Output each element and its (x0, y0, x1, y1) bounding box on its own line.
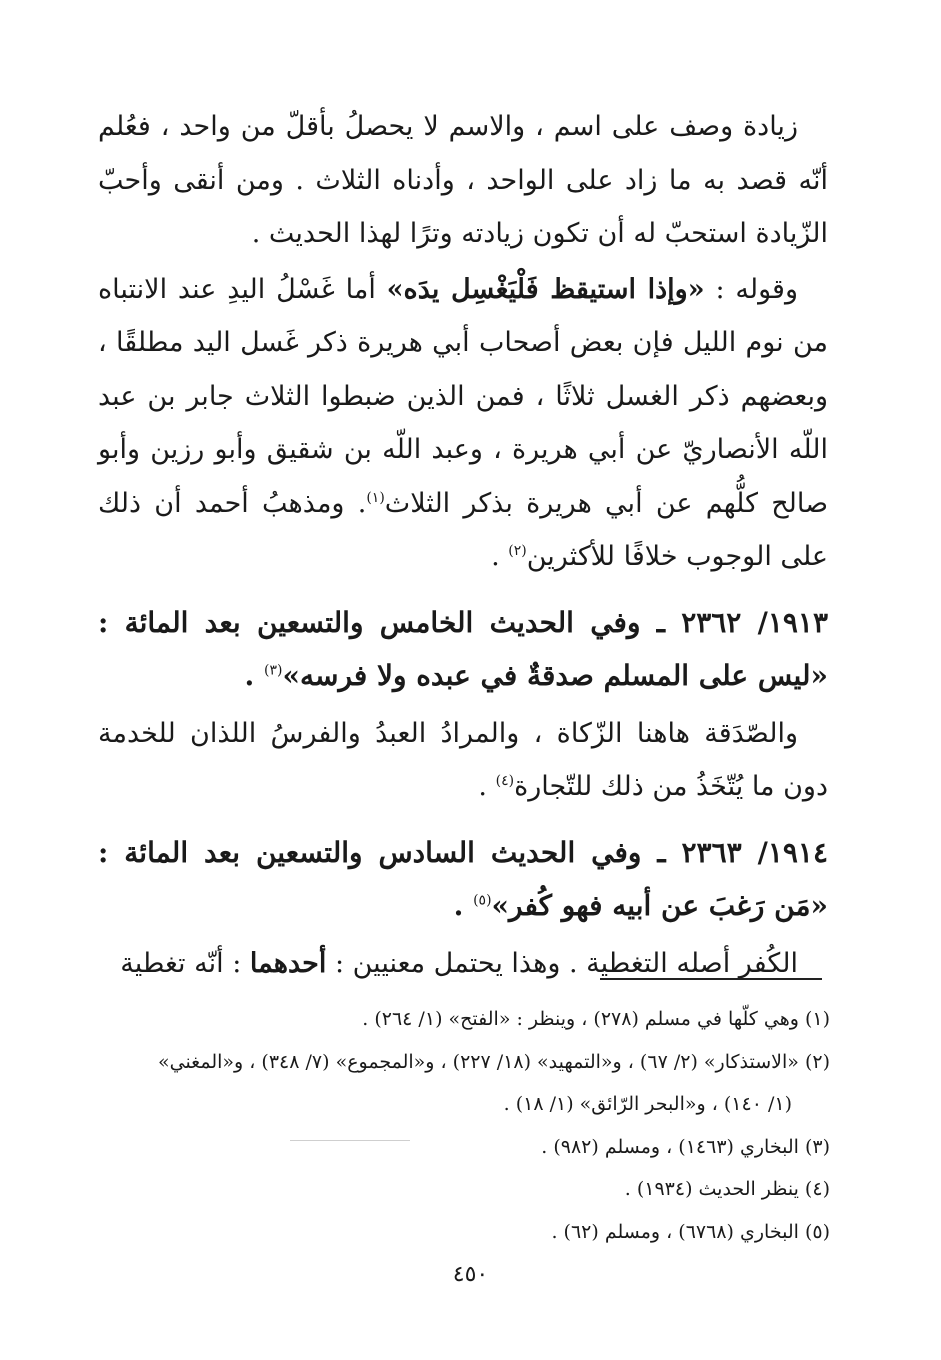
paragraph-4 (98, 937, 828, 991)
paragraph-2-body: أما غَسْلُ اليدِ عند الانتباه من نوم الليل فإن بعض أصحاب أبي هريرة ذكر غَسل اليد مطلقًا ، وبعضهم ذكر الغسل ثلاثًا ، فمن الذين ضبطوا الثلاث جابر بن عبد اللّه الأنصاريّ عن أبي هريرة ، وعبد اللّه بن شقيق وأبو رزين وأبو صالح كلُّهم عن أبي هريرة بذكر الثلاث (98, 273, 828, 519)
footnote-4: (٤) ينظر الحديث (١٩٣٤) . (624, 1178, 830, 1200)
hadith-quote: «وإذا استيقظ فَلْيَغْسِل يدَه» (386, 273, 705, 305)
footnote-ref-3[interactable]: (٣) (264, 662, 283, 679)
paragraph-4-body: : أنّه تغطية (120, 947, 250, 979)
paragraph-2-intro: وقوله : (704, 273, 798, 305)
footnotes (80, 998, 830, 1253)
footnote-ref-1[interactable]: (١) (366, 489, 385, 506)
footnote-ref-4[interactable]: (٤) (495, 773, 515, 789)
paragraph-3-end: . (478, 771, 496, 802)
hadith-heading-1913-end: . (244, 659, 264, 692)
scan-smudge (290, 1140, 410, 1141)
paragraph-2-tail: . ومذهبُ أحمد أن ذلك على الوجوب خلافًا للأكثرين (98, 487, 828, 572)
paragraph-3-text: والصّدَقة هاهنا الزّكاة ، والمرادُ العبدُ والفرسُ اللذان للخدمة دون ما يُتّخَذُ من ذلك للتّجارة (98, 717, 828, 802)
footnote-5: (٥) البخاري (٦٧٦٨) ، ومسلم (٦٢) . (551, 1220, 830, 1243)
paragraph-2-end: . (491, 541, 509, 572)
hadith-heading-1914-text: ١٩١٤/ ٢٣٦٣ ـ وفي الحديث السادس والتسعين بعد المائة : «مَن رَغبَ عن أبيه فهو كُفر» (98, 835, 828, 922)
page-number: ٤٥٠ (452, 1262, 489, 1287)
footnote-ref-5[interactable]: (٥) (473, 892, 492, 909)
hadith-heading-1914 (98, 826, 828, 933)
footnote-2-continuation: (١/ ١٤٠) ، و«البحر الرّائق» (١/ ١٨) . (503, 1093, 792, 1115)
footnote-ref-2[interactable]: (٢) (508, 543, 527, 559)
hadith-heading-1914-end: . (453, 889, 474, 922)
paragraph-1: زيادة وصف على اسم ، والاسم لا يحصلُ بأقلّ من واحد ، فعُلم أنّه قصد به ما زاد على الواحد ، وأدناه الثلاث . ومن أنقى وأحبّ الزّيادة استحبّ له أن تكون زيادته وترًا لهذا الحديث . (98, 111, 828, 249)
footnote-3: (٣) البخاري (١٤٦٣) ، ومسلم (٩٨٢) . (541, 1135, 830, 1158)
hadith-heading-1913 (98, 596, 828, 703)
hadith-heading-1913-text: ١٩١٣/ ٢٣٦٢ ـ وفي الحديث الخامس والتسعين بعد المائة : «ليس على المسلم صدقةٌ في عبده ولا فرسه» (98, 605, 828, 692)
paragraph-2 (98, 263, 828, 584)
paragraph-4-bold: أحدهما (249, 947, 327, 979)
footnote-1: (١) وهي كلّها في مسلم (٢٧٨) ، وينظر : «الفتح» (١/ ٢٦٤) . (362, 1008, 830, 1030)
footnote-separator (600, 978, 822, 980)
footnote-2: (٢) «الاستذكار» (٢/ ٦٧) ، و«التمهيد» (١٨/ ٢٢٧) ، و«المجموع» (٧/ ٣٤٨) ، و«المغني» (157, 1050, 830, 1073)
main-text (98, 100, 828, 992)
paragraph-3 (98, 707, 828, 814)
paragraph-4-intro: الكُفر أصله التغطية . وهذا يحتمل معنيين : (326, 947, 798, 979)
